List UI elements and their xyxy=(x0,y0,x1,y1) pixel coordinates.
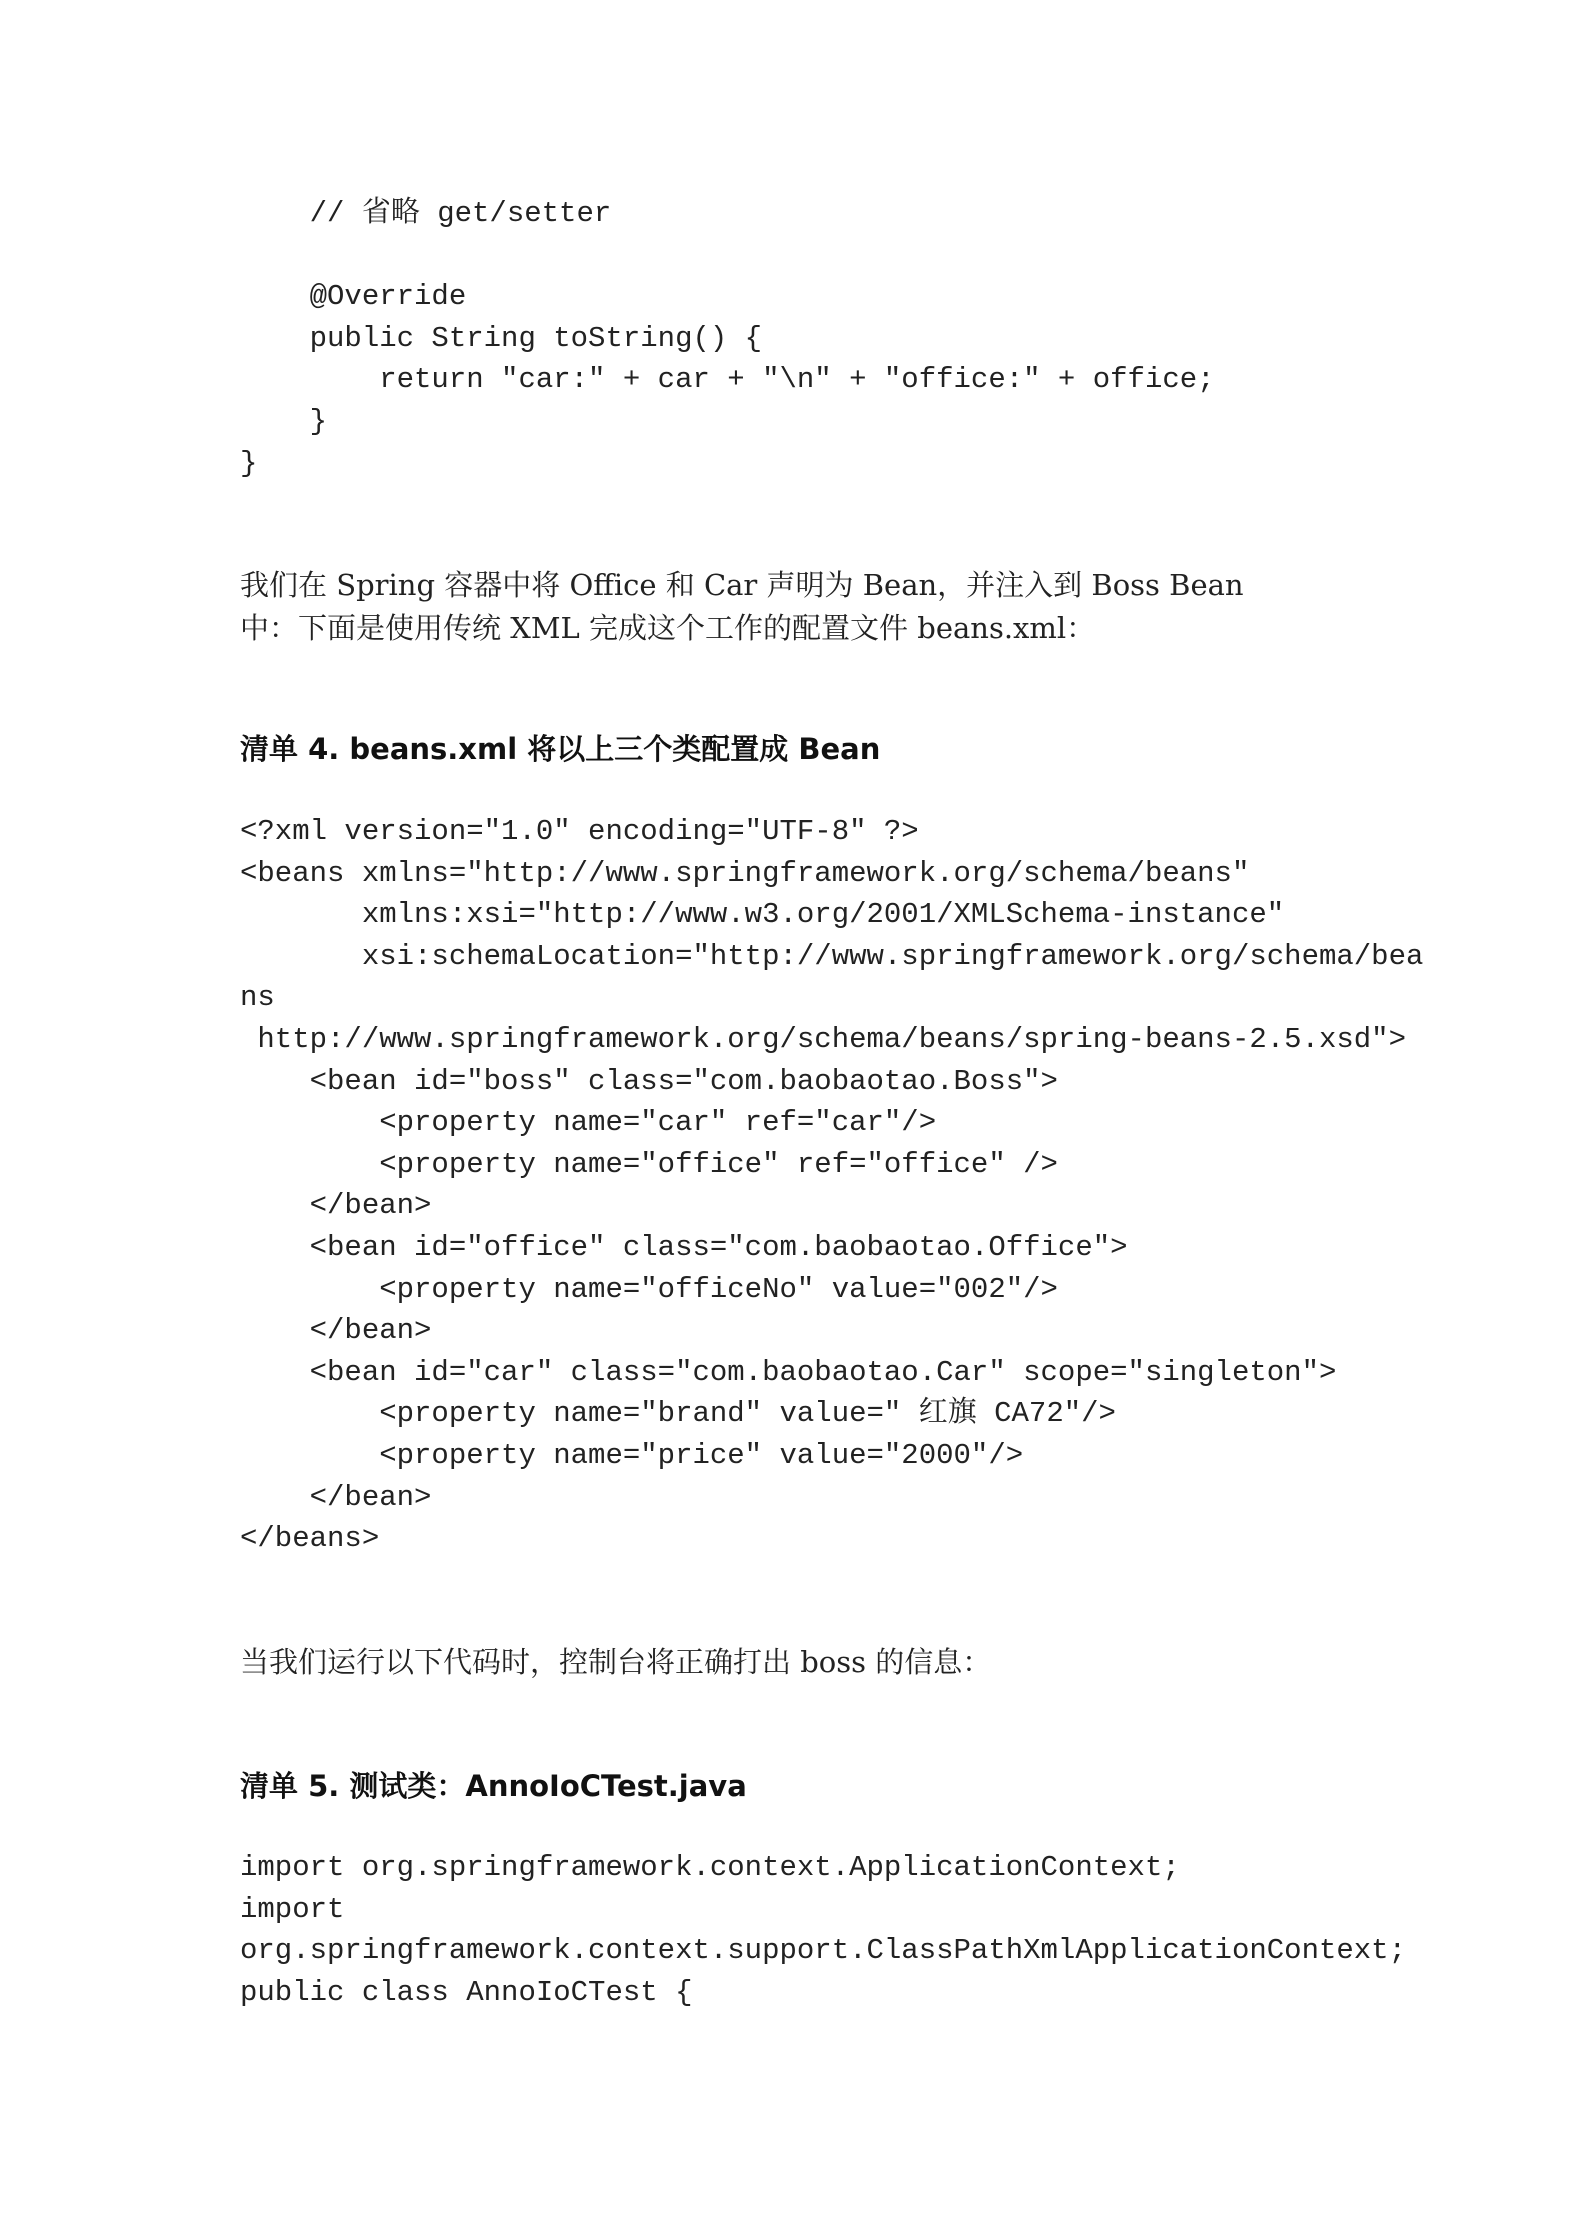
code-line: <beans xmlns="http://www.springframework.org/schema/beans" xyxy=(240,856,1250,890)
code-block-boss-tostring xyxy=(240,193,1215,484)
code-line: <property name="officeNo" value="002"/> xyxy=(240,1272,1058,1306)
paragraph-spring-container xyxy=(240,564,1244,650)
code-line: import xyxy=(240,1892,345,1926)
code-line: @Override xyxy=(240,280,467,314)
code-line: public class AnnoIoCTest { xyxy=(240,1975,693,2009)
code-line: </bean> xyxy=(240,1189,432,1223)
code-line: // 省略 get/setter xyxy=(240,197,612,230)
code-line: org.springframework.context.support.ClassPathXmlApplicationContext; xyxy=(240,1934,1406,1968)
code-line: <property name="price" value="2000"/> xyxy=(240,1438,1024,1472)
code-line: <bean id="car" class="com.baobaotao.Car" scope="singleton"> xyxy=(240,1355,1337,1389)
code-line: } xyxy=(240,404,328,438)
code-line: import org.springframework.context.ApplicationContext; xyxy=(240,1851,1180,1884)
code-line: xsi:schemaLocation="http://www.springframework.org/schema/bea xyxy=(240,939,1424,973)
code-line: <property name="office" ref="office" /> xyxy=(240,1147,1058,1181)
code-block-beans-xml xyxy=(240,811,1423,1560)
code-line: return "car:" + car + "\n" + "office:" + office; xyxy=(240,363,1215,397)
code-line: </bean> xyxy=(240,1480,432,1514)
code-line: <?xml version="1.0" encoding="UTF-8" ?> xyxy=(240,815,919,848)
paragraph-line: 中：下面是使用传统 XML 完成这个工作的配置文件 beans.xml： xyxy=(240,611,1096,645)
code-line: } xyxy=(240,446,258,480)
code-line: <property name="brand" value=" 红旗 CA72"/> xyxy=(240,1397,1116,1431)
paragraph-run-output: 当我们运行以下代码时，控制台将正确打出 boss 的信息： xyxy=(240,1645,992,1679)
code-block-annoioc-test xyxy=(240,1847,1406,2013)
code-line: </beans> xyxy=(240,1522,380,1556)
code-line: ns xyxy=(240,981,275,1015)
code-line: </bean> xyxy=(240,1314,432,1348)
listing-5-heading: 清单 5. 测试类：AnnoIoCTest.java xyxy=(240,1769,747,1803)
code-line xyxy=(240,235,1215,277)
code-line: public String toString() { xyxy=(240,321,763,355)
code-line: <bean id="boss" class="com.baobaotao.Boss"> xyxy=(240,1064,1058,1098)
code-line: <bean id="office" class="com.baobaotao.Office"> xyxy=(240,1230,1128,1264)
code-line: <property name="car" ref="car"/> xyxy=(240,1106,937,1140)
code-line: xmlns:xsi="http://www.w3.org/2001/XMLSchema-instance" xyxy=(240,898,1285,932)
code-line: http://www.springframework.org/schema/beans/spring-beans-2.5.xsd"> xyxy=(240,1022,1406,1056)
paragraph-line: 我们在 Spring 容器中将 Office 和 Car 声明为 Bean，并注入到 Boss Bean xyxy=(240,568,1244,602)
listing-4-heading: 清单 4. beans.xml 将以上三个类配置成 Bean xyxy=(240,732,881,766)
